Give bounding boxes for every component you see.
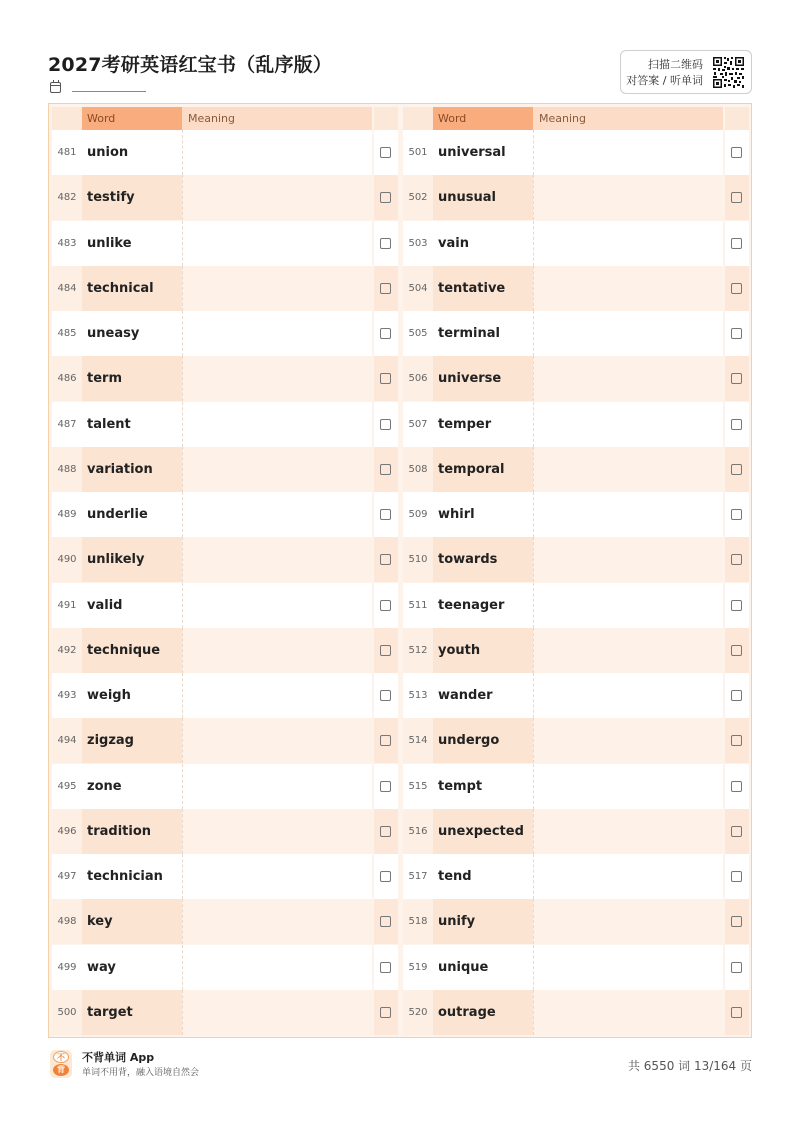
- check-cell: [725, 809, 749, 854]
- checkbox-icon[interactable]: [380, 871, 391, 882]
- word-number: 506: [403, 356, 433, 401]
- check-cell: [374, 537, 398, 582]
- word-number: 504: [403, 266, 433, 311]
- checkbox-icon[interactable]: [731, 871, 742, 882]
- meaning-cell[interactable]: [533, 764, 723, 809]
- header-meaning: Meaning: [182, 107, 372, 130]
- check-cell: [725, 356, 749, 401]
- vocab-word: tradition: [82, 809, 182, 854]
- word-number: 513: [403, 673, 433, 718]
- header-word: Word: [433, 107, 533, 130]
- meaning-cell[interactable]: [533, 130, 723, 175]
- checkbox-icon[interactable]: [731, 781, 742, 792]
- checkbox-icon[interactable]: [731, 1007, 742, 1018]
- check-cell: [725, 764, 749, 809]
- checkbox-icon[interactable]: [380, 962, 391, 973]
- checkbox-icon[interactable]: [731, 826, 742, 837]
- vocab-word: union: [82, 130, 182, 175]
- check-cell: [725, 673, 749, 718]
- vocab-row: [52, 402, 398, 447]
- check-cell: [374, 402, 398, 447]
- checkbox-icon[interactable]: [380, 283, 391, 294]
- check-cell: [374, 175, 398, 220]
- vocab-word: zigzag: [82, 718, 182, 763]
- checkbox-icon[interactable]: [731, 238, 742, 249]
- meaning-cell[interactable]: [533, 356, 723, 401]
- vocab-row: [403, 809, 749, 854]
- qr-code-icon[interactable]: [712, 56, 745, 89]
- calendar-icon: [50, 82, 61, 93]
- word-number: 520: [403, 990, 433, 1035]
- meaning-cell[interactable]: [533, 311, 723, 356]
- checkbox-icon[interactable]: [731, 509, 742, 520]
- check-cell: [374, 764, 398, 809]
- check-cell: [374, 492, 398, 537]
- word-number: 491: [52, 583, 82, 628]
- check-cell: [725, 628, 749, 673]
- vocab-word: universe: [433, 356, 533, 401]
- vocab-word: unexpected: [433, 809, 533, 854]
- word-number: 486: [52, 356, 82, 401]
- check-cell: [374, 718, 398, 763]
- check-cell: [725, 447, 749, 492]
- table-header: [52, 107, 398, 130]
- checkbox-icon[interactable]: [731, 916, 742, 927]
- checkbox-icon[interactable]: [380, 1007, 391, 1018]
- checkbox-icon[interactable]: [380, 192, 391, 203]
- vocab-row: [403, 673, 749, 718]
- word-number: 515: [403, 764, 433, 809]
- qr-caption-line2: 对答案 / 听单词: [626, 74, 703, 87]
- vocab-word: temper: [433, 402, 533, 447]
- word-number: 485: [52, 311, 82, 356]
- word-number: 498: [52, 899, 82, 944]
- header-check-cell: [725, 107, 749, 130]
- word-number: 493: [52, 673, 82, 718]
- vocab-row: [52, 854, 398, 899]
- meaning-cell[interactable]: [533, 402, 723, 447]
- word-number: 505: [403, 311, 433, 356]
- checkbox-icon[interactable]: [380, 464, 391, 475]
- check-cell: [725, 130, 749, 175]
- vocab-row: [52, 945, 398, 990]
- word-number: 503: [403, 221, 433, 266]
- vocab-row: [403, 899, 749, 944]
- meaning-cell[interactable]: [182, 175, 372, 220]
- checkbox-icon[interactable]: [380, 600, 391, 611]
- vocab-word: outrage: [433, 990, 533, 1035]
- checkbox-icon[interactable]: [380, 238, 391, 249]
- word-number: 494: [52, 718, 82, 763]
- word-number: 492: [52, 628, 82, 673]
- meaning-cell[interactable]: [533, 854, 723, 899]
- vocab-word: tend: [433, 854, 533, 899]
- meaning-cell[interactable]: [533, 673, 723, 718]
- vocab-row: [403, 628, 749, 673]
- vocab-table-frame: [48, 103, 752, 1038]
- checkbox-icon[interactable]: [731, 962, 742, 973]
- vocab-word: tentative: [433, 266, 533, 311]
- word-number: 517: [403, 854, 433, 899]
- vocab-word: valid: [82, 583, 182, 628]
- vocab-word: testify: [82, 175, 182, 220]
- meaning-cell[interactable]: [182, 537, 372, 582]
- table-header: [403, 107, 749, 130]
- checkbox-icon[interactable]: [731, 554, 742, 565]
- checkbox-icon[interactable]: [731, 419, 742, 430]
- vocab-word: wander: [433, 673, 533, 718]
- vocab-row: [403, 221, 749, 266]
- word-number: 484: [52, 266, 82, 311]
- word-number: 500: [52, 990, 82, 1035]
- vocab-row: [403, 311, 749, 356]
- vocab-word: temporal: [433, 447, 533, 492]
- date-field: [50, 80, 61, 94]
- vocab-row: [403, 764, 749, 809]
- page-info: 共 6550 词 13/164 页: [627, 1059, 752, 1073]
- meaning-cell[interactable]: [182, 311, 372, 356]
- word-number: 487: [52, 402, 82, 447]
- date-blank-line: [72, 91, 146, 92]
- vocab-word: unique: [433, 945, 533, 990]
- vocab-word: technique: [82, 628, 182, 673]
- brand-slogan: 单词不用背，融入语境自然会: [82, 1068, 200, 1078]
- word-number: 514: [403, 718, 433, 763]
- checkbox-icon[interactable]: [731, 147, 742, 158]
- vocab-word: unify: [433, 899, 533, 944]
- header-check-cell: [374, 107, 398, 130]
- vocab-word: unusual: [433, 175, 533, 220]
- vocab-row: [403, 130, 749, 175]
- checkbox-icon[interactable]: [380, 509, 391, 520]
- vocab-word: way: [82, 945, 182, 990]
- header-meaning: Meaning: [533, 107, 723, 130]
- check-cell: [725, 175, 749, 220]
- vocab-row: [403, 945, 749, 990]
- vocab-row: [52, 175, 398, 220]
- word-number: 489: [52, 492, 82, 537]
- vocab-row: [403, 854, 749, 899]
- vocab-row: [403, 402, 749, 447]
- word-number: 516: [403, 809, 433, 854]
- checkbox-icon[interactable]: [731, 690, 742, 701]
- word-number: 518: [403, 899, 433, 944]
- word-number: 502: [403, 175, 433, 220]
- word-number: 509: [403, 492, 433, 537]
- word-number: 483: [52, 221, 82, 266]
- checkbox-icon[interactable]: [731, 192, 742, 203]
- meaning-cell[interactable]: [182, 945, 372, 990]
- meaning-cell[interactable]: [533, 945, 723, 990]
- vocab-word: undergo: [433, 718, 533, 763]
- vocab-word: key: [82, 899, 182, 944]
- meaning-cell[interactable]: [533, 990, 723, 1035]
- checkbox-icon[interactable]: [380, 735, 391, 746]
- vocab-row: [52, 537, 398, 582]
- checkbox-icon[interactable]: [380, 781, 391, 792]
- logo-top-char: 不: [53, 1051, 69, 1063]
- vocab-row: [52, 583, 398, 628]
- check-cell: [374, 447, 398, 492]
- meaning-cell[interactable]: [533, 221, 723, 266]
- meaning-cell[interactable]: [533, 266, 723, 311]
- check-cell: [374, 899, 398, 944]
- page-title: 2027考研英语红宝书（乱序版）: [48, 54, 333, 76]
- vocab-row: [403, 492, 749, 537]
- meaning-cell[interactable]: [182, 221, 372, 266]
- checkbox-icon[interactable]: [731, 283, 742, 294]
- meaning-cell[interactable]: [182, 266, 372, 311]
- checkbox-icon[interactable]: [731, 373, 742, 384]
- meaning-cell[interactable]: [182, 899, 372, 944]
- meaning-cell[interactable]: [533, 447, 723, 492]
- meaning-cell[interactable]: [533, 175, 723, 220]
- vocab-row: [403, 266, 749, 311]
- vocab-word: weigh: [82, 673, 182, 718]
- vocab-word: tempt: [433, 764, 533, 809]
- checkbox-icon[interactable]: [731, 735, 742, 746]
- check-cell: [725, 990, 749, 1035]
- word-number: 511: [403, 583, 433, 628]
- check-cell: [374, 990, 398, 1035]
- left-vocab-panel: [52, 107, 398, 1035]
- app-logo-icon: [50, 1050, 72, 1078]
- vocab-word: talent: [82, 402, 182, 447]
- check-cell: [374, 356, 398, 401]
- header-number-cell: [52, 107, 82, 130]
- check-cell: [725, 899, 749, 944]
- word-number: 488: [52, 447, 82, 492]
- check-cell: [725, 537, 749, 582]
- meaning-cell[interactable]: [182, 130, 372, 175]
- check-cell: [374, 945, 398, 990]
- vocab-row: [52, 628, 398, 673]
- check-cell: [374, 673, 398, 718]
- check-cell: [725, 945, 749, 990]
- vocab-word: unlikely: [82, 537, 182, 582]
- checkbox-icon[interactable]: [731, 600, 742, 611]
- word-number: 481: [52, 130, 82, 175]
- checkbox-icon[interactable]: [731, 328, 742, 339]
- word-number: 496: [52, 809, 82, 854]
- meaning-cell[interactable]: [182, 854, 372, 899]
- right-vocab-panel: [403, 107, 749, 1035]
- vocab-word: universal: [433, 130, 533, 175]
- vocab-row: [403, 583, 749, 628]
- check-cell: [725, 718, 749, 763]
- checkbox-icon[interactable]: [380, 328, 391, 339]
- vocab-row: [52, 356, 398, 401]
- meaning-cell[interactable]: [182, 447, 372, 492]
- vocab-word: zone: [82, 764, 182, 809]
- check-cell: [374, 130, 398, 175]
- vocab-row: [52, 492, 398, 537]
- word-number: 497: [52, 854, 82, 899]
- check-cell: [374, 266, 398, 311]
- vocab-word: term: [82, 356, 182, 401]
- check-cell: [725, 583, 749, 628]
- checkbox-icon[interactable]: [731, 645, 742, 656]
- vocab-word: teenager: [433, 583, 533, 628]
- vocab-word: vain: [433, 221, 533, 266]
- check-cell: [374, 311, 398, 356]
- vocab-word: variation: [82, 447, 182, 492]
- vocab-row: [403, 356, 749, 401]
- vocab-row: [52, 899, 398, 944]
- vocab-word: target: [82, 990, 182, 1035]
- word-number: 490: [52, 537, 82, 582]
- check-cell: [374, 628, 398, 673]
- check-cell: [374, 221, 398, 266]
- meaning-cell[interactable]: [182, 628, 372, 673]
- word-number: 499: [52, 945, 82, 990]
- vocab-row: [52, 311, 398, 356]
- checkbox-icon[interactable]: [731, 464, 742, 475]
- vocab-row: [403, 447, 749, 492]
- checkbox-icon[interactable]: [380, 419, 391, 430]
- vocab-row: [52, 266, 398, 311]
- word-number: 512: [403, 628, 433, 673]
- vocab-row: [52, 809, 398, 854]
- check-cell: [374, 583, 398, 628]
- vocab-word: underlie: [82, 492, 182, 537]
- vocab-row: [52, 673, 398, 718]
- checkbox-icon[interactable]: [380, 554, 391, 565]
- vocab-word: terminal: [433, 311, 533, 356]
- vocab-word: technician: [82, 854, 182, 899]
- vocab-word: unlike: [82, 221, 182, 266]
- vocab-word: whirl: [433, 492, 533, 537]
- word-number: 501: [403, 130, 433, 175]
- meaning-cell[interactable]: [533, 492, 723, 537]
- meaning-cell[interactable]: [182, 356, 372, 401]
- vocab-word: uneasy: [82, 311, 182, 356]
- check-cell: [725, 266, 749, 311]
- vocab-row: [403, 990, 749, 1035]
- vocab-row: [52, 447, 398, 492]
- word-number: 482: [52, 175, 82, 220]
- check-cell: [374, 809, 398, 854]
- vocab-row: [52, 990, 398, 1035]
- check-cell: [725, 221, 749, 266]
- checkbox-icon[interactable]: [380, 916, 391, 927]
- word-number: 495: [52, 764, 82, 809]
- vocab-row: [403, 718, 749, 763]
- checkbox-icon[interactable]: [380, 373, 391, 384]
- vocab-row: [52, 718, 398, 763]
- vocab-row: [403, 175, 749, 220]
- word-number: 508: [403, 447, 433, 492]
- meaning-cell[interactable]: [182, 990, 372, 1035]
- meaning-cell[interactable]: [182, 583, 372, 628]
- check-cell: [725, 854, 749, 899]
- vocab-row: [52, 221, 398, 266]
- meaning-cell[interactable]: [533, 899, 723, 944]
- meaning-cell[interactable]: [533, 718, 723, 763]
- checkbox-icon[interactable]: [380, 645, 391, 656]
- vocab-word: technical: [82, 266, 182, 311]
- qr-caption-line1: 扫描二维码: [648, 58, 703, 71]
- check-cell: [725, 311, 749, 356]
- meaning-cell[interactable]: [182, 809, 372, 854]
- check-cell: [725, 492, 749, 537]
- meaning-cell[interactable]: [182, 718, 372, 763]
- checkbox-icon[interactable]: [380, 690, 391, 701]
- vocab-row: [403, 537, 749, 582]
- vocab-word: youth: [433, 628, 533, 673]
- checkbox-icon[interactable]: [380, 147, 391, 158]
- vocab-row: [52, 130, 398, 175]
- meaning-cell[interactable]: [182, 764, 372, 809]
- checkbox-icon[interactable]: [380, 826, 391, 837]
- meaning-cell[interactable]: [182, 402, 372, 447]
- meaning-cell[interactable]: [182, 492, 372, 537]
- meaning-cell[interactable]: [533, 583, 723, 628]
- header-number-cell: [403, 107, 433, 130]
- meaning-cell[interactable]: [182, 673, 372, 718]
- check-cell: [374, 854, 398, 899]
- qr-caption: [626, 57, 703, 89]
- check-cell: [725, 402, 749, 447]
- word-number: 507: [403, 402, 433, 447]
- meaning-cell[interactable]: [533, 628, 723, 673]
- logo-bottom-char: 背: [53, 1064, 69, 1076]
- vocab-word: towards: [433, 537, 533, 582]
- meaning-cell[interactable]: [533, 537, 723, 582]
- qr-panel[interactable]: [620, 50, 752, 94]
- vocab-row: [52, 764, 398, 809]
- word-number: 519: [403, 945, 433, 990]
- header-word: Word: [82, 107, 182, 130]
- word-number: 510: [403, 537, 433, 582]
- meaning-cell[interactable]: [533, 809, 723, 854]
- brand-name: 不背单词 App: [82, 1051, 155, 1064]
